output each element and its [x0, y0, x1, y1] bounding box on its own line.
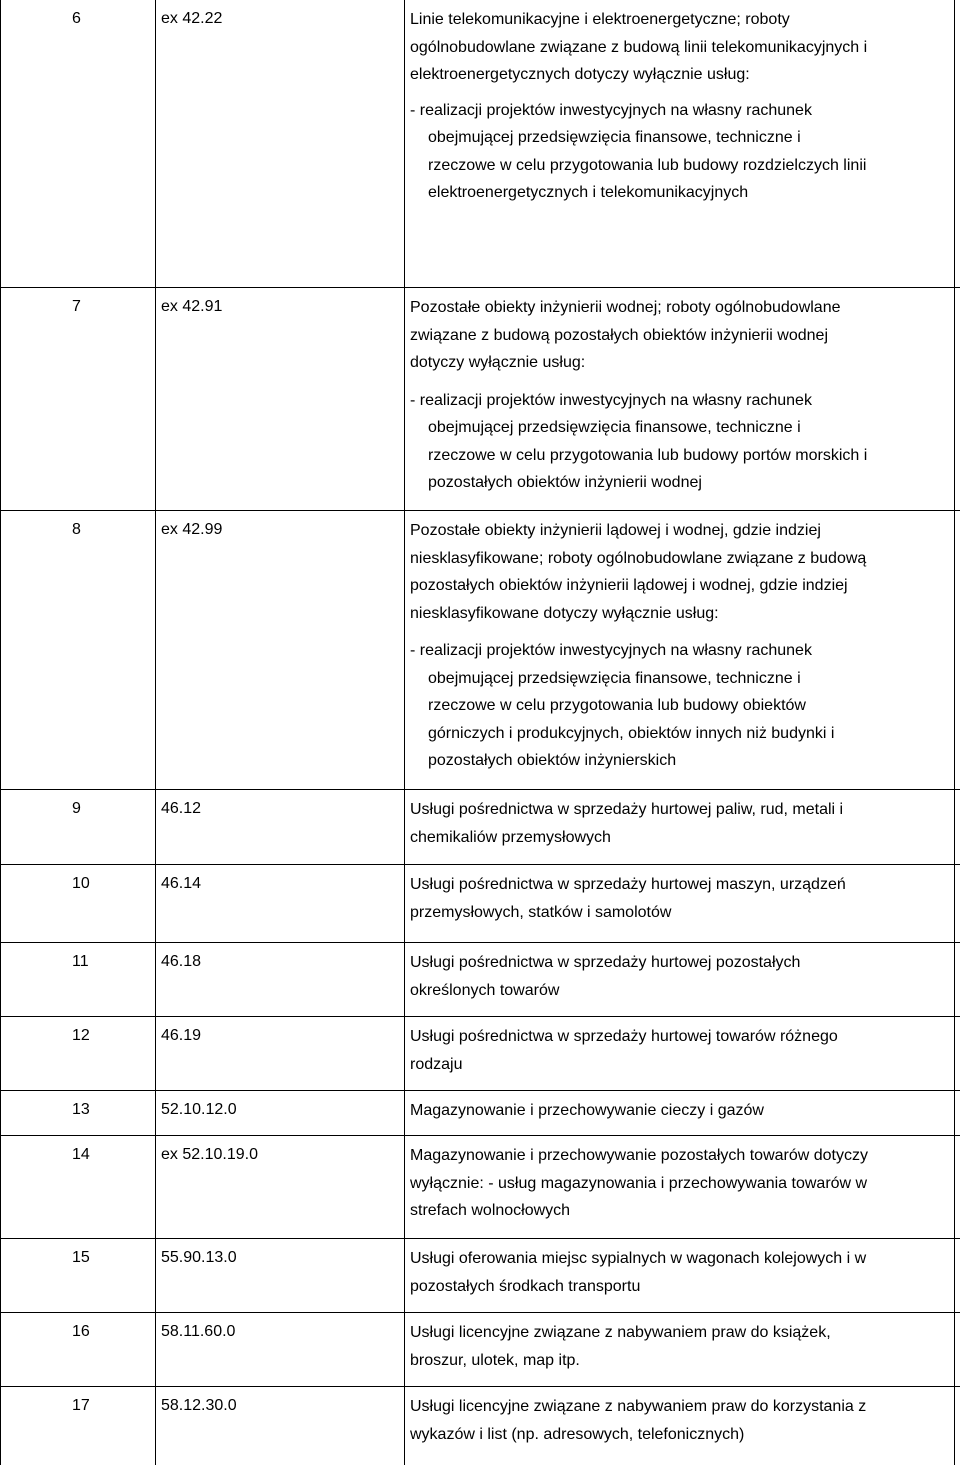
column-divider: [404, 288, 405, 511]
description-line: pozostałych środkach transportu: [410, 1277, 641, 1295]
description-line: Usługi oferowania miejsc sypialnych w wagonach kolejowych i w: [410, 1250, 867, 1267]
column-divider: [404, 1313, 405, 1387]
column-divider: [404, 1239, 405, 1313]
classification-code: 58.12.30.0: [161, 1397, 237, 1414]
row-number: 7: [72, 298, 81, 315]
service-description: [410, 1319, 955, 1374]
table-row: [0, 864, 960, 942]
column-divider: [0, 1017, 1, 1091]
column-divider: [0, 1313, 1, 1387]
service-description: [410, 1142, 955, 1225]
table-row: [0, 510, 960, 789]
description-line: Pozostałe obiekty inżynierii lądowej i wodnej, gdzie indziej: [410, 522, 821, 539]
row-number: 17: [72, 1397, 90, 1414]
column-divider: [404, 943, 405, 1017]
description-line: elektroenergetycznych dotyczy wyłącznie usług:: [410, 66, 750, 83]
sub-item-line: - realizacji projektów inwestycyjnych na własny rachunek: [410, 642, 812, 659]
column-divider: [155, 0, 156, 287]
description-line: Usługi pośrednictwa w sprzedaży hurtowej pozostałych: [410, 954, 801, 971]
description-line: rodzaju: [410, 1055, 463, 1073]
service-description: [410, 517, 955, 775]
column-divider: [404, 511, 405, 790]
service-description: [410, 6, 955, 207]
table-row: [0, 942, 960, 1016]
row-number: 12: [72, 1027, 90, 1044]
column-divider: [0, 790, 1, 865]
table-row: [0, 1312, 960, 1386]
service-description: [410, 1023, 955, 1078]
classification-code: 52.10.12.0: [161, 1101, 237, 1118]
table-row: [0, 0, 960, 287]
row-number: 11: [72, 953, 89, 970]
column-divider: [155, 790, 156, 865]
column-divider: [0, 943, 1, 1017]
row-number: 8: [72, 521, 81, 538]
description-line: Usługi licencyjne związane z nabywaniem praw do korzystania z: [410, 1398, 867, 1415]
classification-code: 46.12: [161, 800, 202, 817]
service-description: [410, 294, 955, 497]
service-description: [410, 1097, 955, 1125]
description-line: wykazów i list (np. adresowych, telefonicznych): [410, 1425, 745, 1443]
row-number: 16: [72, 1323, 90, 1340]
description-line: Usługi pośrednictwa w sprzedaży hurtowej towarów różnego: [410, 1028, 838, 1045]
classification-code: 55.90.13.0: [161, 1249, 237, 1266]
description-line: pozostałych obiektów inżynierii lądowej i wodnej, gdzie indziej: [410, 577, 848, 594]
column-divider: [404, 1387, 405, 1465]
classification-code: ex 42.99: [161, 521, 223, 538]
description-line: Magazynowanie i przechowywanie cieczy i gazów: [410, 1102, 764, 1119]
service-description: [410, 796, 955, 851]
service-description: [410, 949, 955, 1004]
sub-item-continuation: rzeczowe w celu przygotowania lub budowy obiektów: [428, 697, 806, 714]
table-row: [0, 1386, 960, 1464]
description-line: przemysłowych, statków i samolotów: [410, 903, 672, 921]
table-row: [0, 1090, 960, 1135]
row-number: 10: [72, 875, 90, 892]
description-line: określonych towarów: [410, 981, 560, 999]
sub-item-line: - realizacji projektów inwestycyjnych na własny rachunek: [410, 101, 812, 119]
column-divider: [155, 943, 156, 1017]
sub-item-continuation: obejmującej przedsięwzięcia finansowe, techniczne i: [428, 419, 801, 436]
description-line: niesklasyfikowane dotyczy wyłącznie usług:: [410, 604, 719, 622]
table-row: [0, 1135, 960, 1238]
sub-item-continuation: pozostałych obiektów inżynierskich: [428, 752, 677, 769]
classification-code: 46.18: [161, 953, 202, 970]
column-divider: [0, 1387, 1, 1465]
description-line: Linie telekomunikacyjne i elektroenergetyczne; roboty: [410, 11, 790, 28]
sub-item-continuation: górniczych i produkcyjnych, obiektów innych niż budynki i: [428, 724, 835, 742]
classification-code: ex 42.22: [161, 10, 223, 27]
sub-item-continuation: rzeczowe w celu przygotowania lub budowy portów morskich i: [428, 446, 868, 464]
service-description: [410, 1245, 955, 1300]
table-row: [0, 1016, 960, 1090]
classification-code: 58.11.60.0: [161, 1323, 236, 1340]
column-divider: [0, 0, 1, 287]
service-description: [410, 1393, 955, 1448]
column-divider: [404, 1017, 405, 1091]
classification-code: ex 42.91: [161, 298, 223, 315]
column-divider: [0, 1136, 1, 1239]
sub-item-line: - realizacji projektów inwestycyjnych na własny rachunek: [410, 391, 812, 409]
classification-code: ex 52.10.19.0: [161, 1146, 258, 1163]
column-divider: [0, 865, 1, 943]
column-divider: [155, 511, 156, 790]
description-line: broszur, ulotek, map itp.: [410, 1351, 580, 1369]
description-line: Usługi pośrednictwa w sprzedaży hurtowej maszyn, urządzeń: [410, 876, 846, 893]
column-divider: [404, 865, 405, 943]
table-row: [0, 1238, 960, 1312]
column-divider: [0, 511, 1, 790]
description-line: chemikaliów przemysłowych: [410, 828, 611, 846]
description-line: niesklasyfikowane; roboty ogólnobudowlane związane z budową: [410, 549, 867, 567]
row-number: 6: [72, 10, 81, 27]
column-divider: [0, 288, 1, 511]
description-line: strefach wolnocłowych: [410, 1202, 571, 1219]
classification-code: 46.19: [161, 1027, 202, 1044]
column-divider: [404, 0, 405, 287]
column-divider: [155, 288, 156, 511]
row-number: 14: [72, 1146, 90, 1163]
row-number: 13: [72, 1101, 90, 1118]
column-divider: [404, 790, 405, 865]
column-divider: [155, 1091, 156, 1136]
row-number: 15: [72, 1249, 90, 1266]
table-row: [0, 287, 960, 510]
description-line: ogólnobudowlane związane z budową linii telekomunikacyjnych i: [410, 38, 868, 56]
column-divider: [155, 1017, 156, 1091]
classification-code: 46.14: [161, 875, 202, 892]
sub-item-continuation: obejmującej przedsięwzięcia finansowe, techniczne i: [428, 129, 801, 146]
description-line: Pozostałe obiekty inżynierii wodnej; roboty ogólnobudowlane: [410, 299, 841, 316]
sub-item-continuation: rzeczowe w celu przygotowania lub budowy rozdzielczych linii: [428, 156, 867, 174]
column-divider: [404, 1091, 405, 1136]
table-row: [0, 789, 960, 864]
service-description: [410, 871, 955, 926]
column-divider: [155, 1136, 156, 1239]
description-line: wyłącznie: - usług magazynowania i przechowywania towarów w: [410, 1174, 868, 1192]
column-divider: [404, 1136, 405, 1239]
description-line: Usługi licencyjne związane z nabywaniem praw do książek,: [410, 1324, 831, 1341]
sub-item-continuation: obejmującej przedsięwzięcia finansowe, techniczne i: [428, 669, 801, 687]
column-divider: [155, 1313, 156, 1387]
description-line: Magazynowanie i przechowywanie pozostałych towarów dotyczy: [410, 1147, 868, 1164]
column-divider: [155, 1239, 156, 1313]
column-divider: [0, 1239, 1, 1313]
description-line: dotyczy wyłącznie usług:: [410, 354, 586, 371]
row-number: 9: [72, 800, 81, 817]
sub-item-continuation: pozostałych obiektów inżynierii wodnej: [428, 474, 702, 491]
description-line: Usługi pośrednictwa w sprzedaży hurtowej paliw, rud, metali i: [410, 801, 844, 818]
column-divider: [155, 865, 156, 943]
column-divider: [155, 1387, 156, 1465]
description-line: związane z budową pozostałych obiektów inżynierii wodnej: [410, 326, 829, 344]
column-divider: [0, 1091, 1, 1136]
sub-item-continuation: elektroenergetycznych i telekomunikacyjnych: [428, 184, 749, 201]
